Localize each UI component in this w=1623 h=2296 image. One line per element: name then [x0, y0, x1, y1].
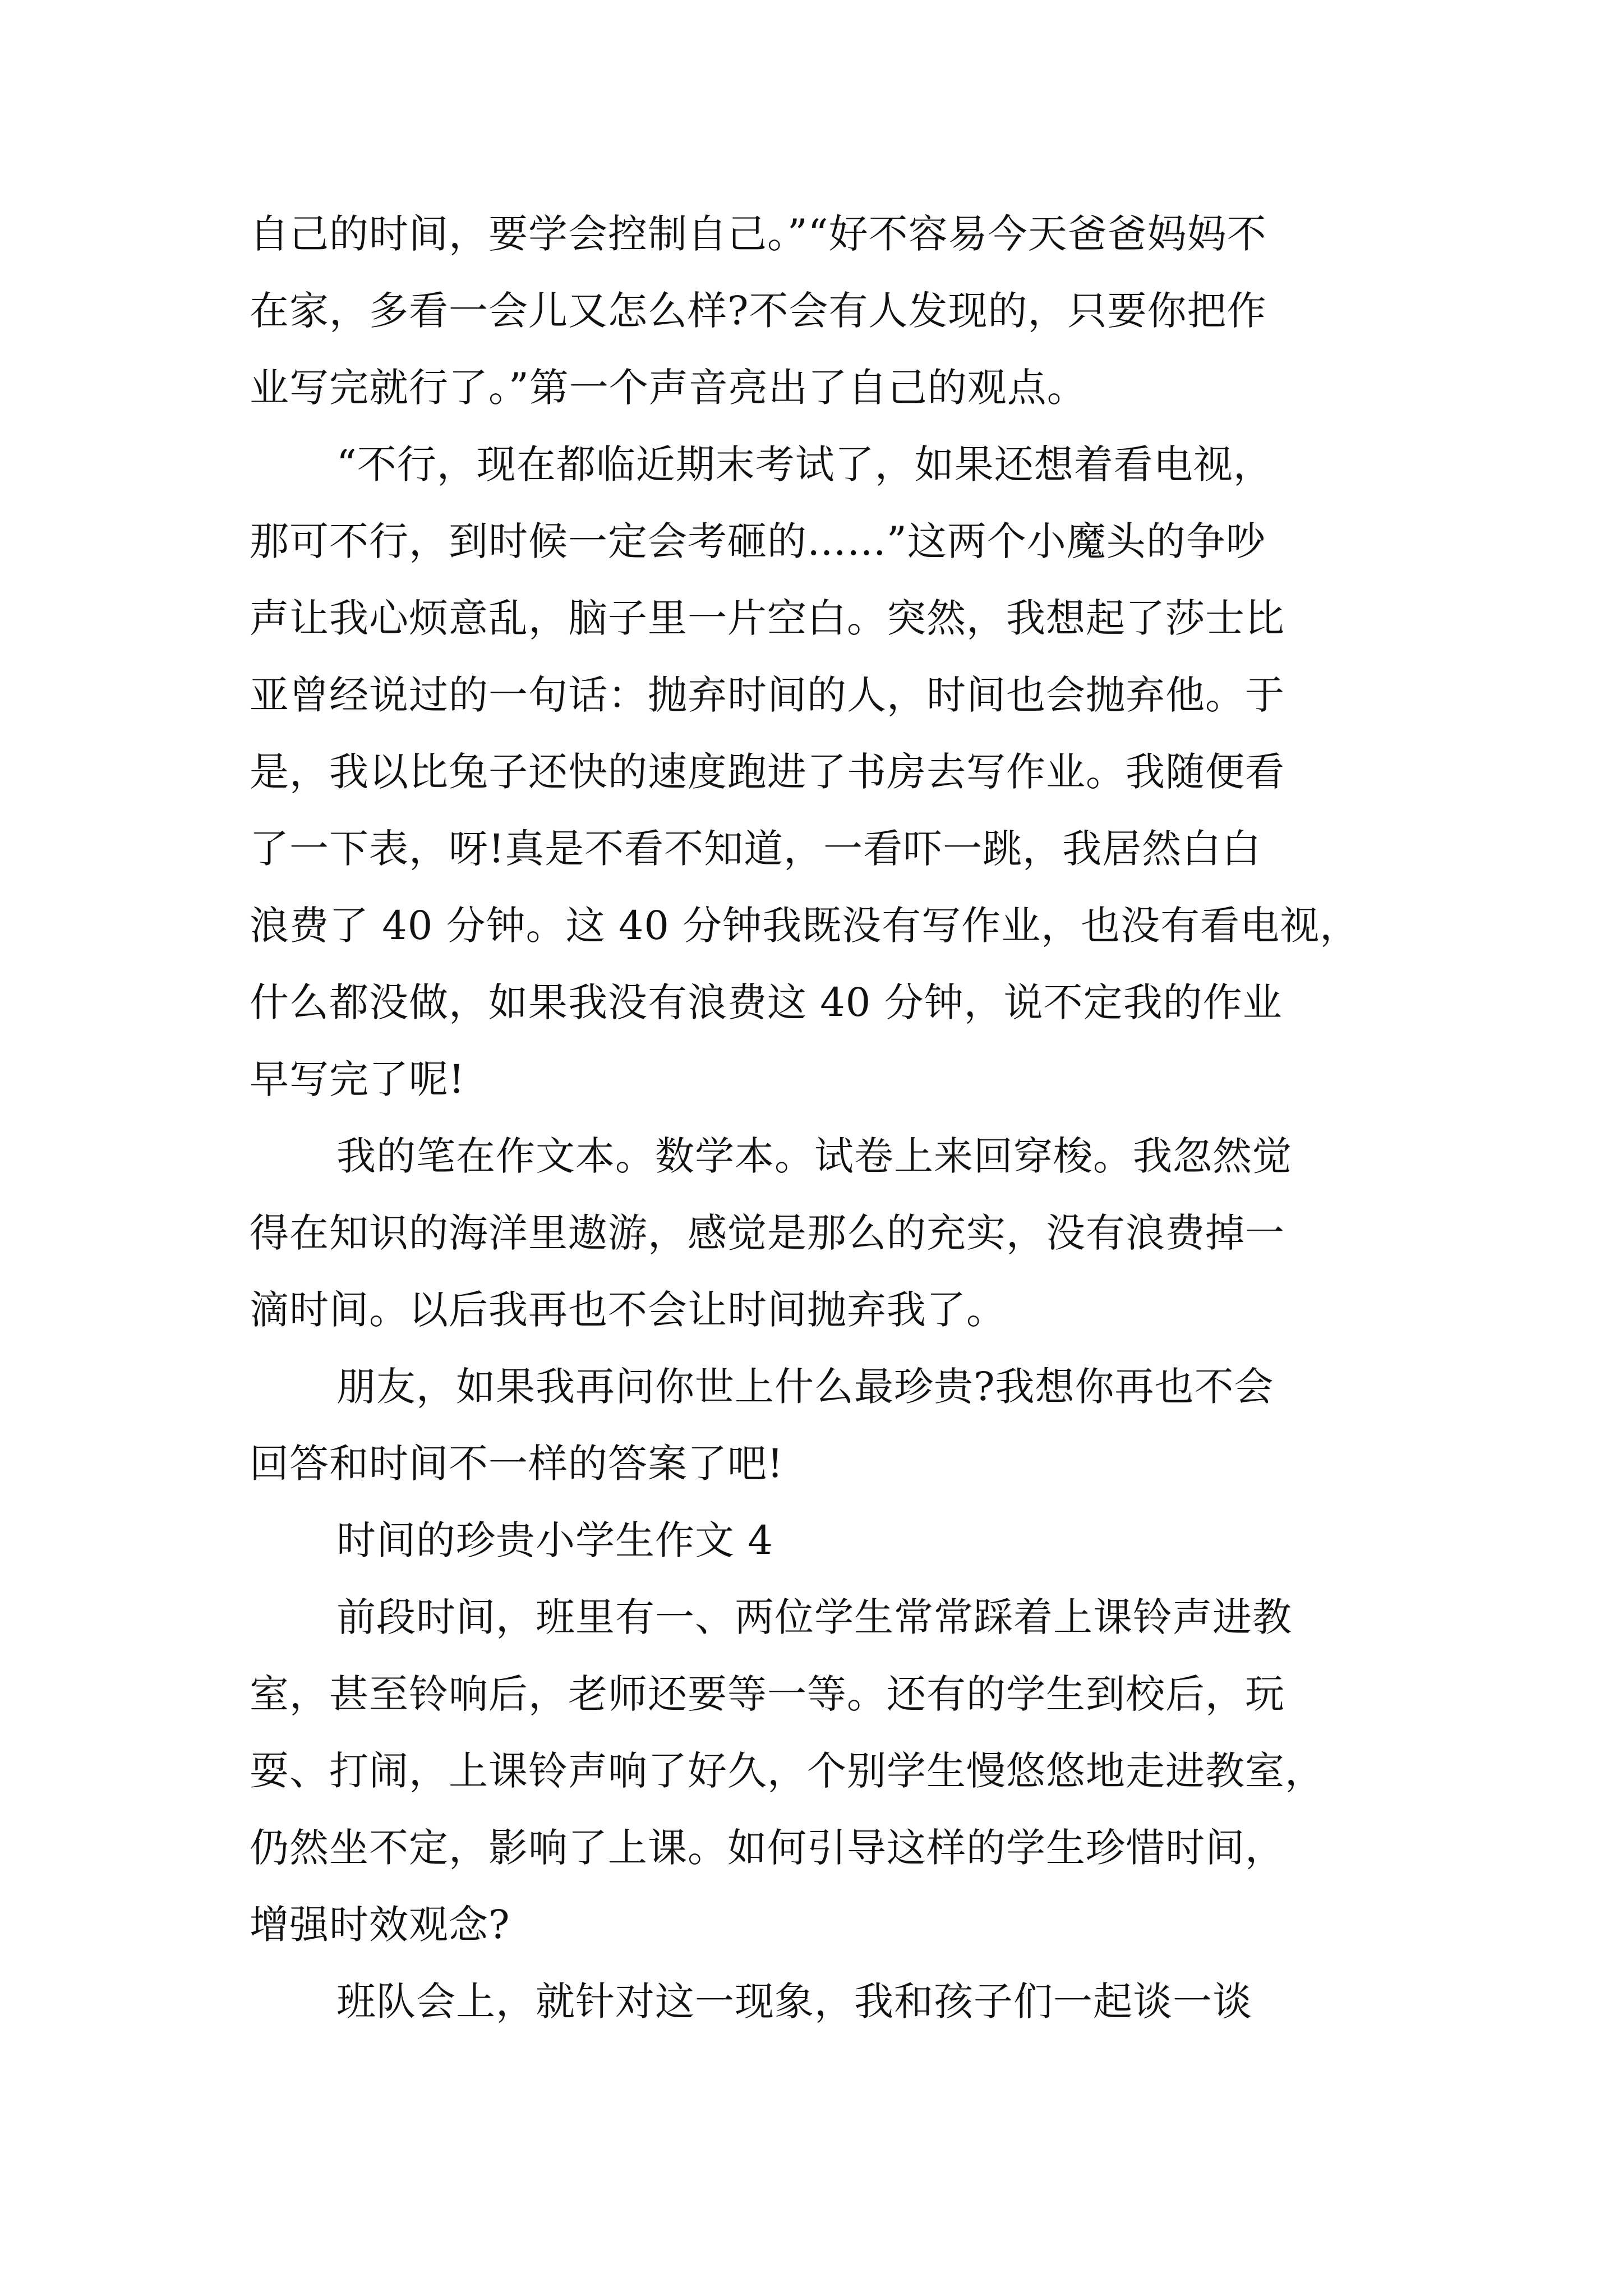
text-line: 亚曾经说过的一句话：抛弃时间的人，时间也会抛弃他。于: [250, 672, 1285, 718]
text-line: 在家，多看一会儿又怎么样?不会有人发现的，只要你把作: [250, 288, 1267, 334]
text-line: 声让我心烦意乱，脑子里一片空白。突然，我想起了莎士比: [250, 595, 1285, 641]
text-line: 朋友，如果我再问你世上什么最珍贵?我想你再也不会: [336, 1364, 1274, 1410]
text-line: 回答和时间不一样的答案了吧!: [250, 1441, 784, 1487]
text-line: 了一下表，呀!真是不看不知道，一看吓一跳，我居然白白: [250, 826, 1262, 872]
text-line: 室，甚至铃响后，老师还要等一等。还有的学生到校后，玩: [250, 1671, 1285, 1717]
text-line: 那可不行，到时候一定会考砸的……”这两个小魔头的争吵: [250, 518, 1266, 564]
text-line: 班队会上，就针对这一现象，我和孩子们一起谈一谈: [336, 1978, 1252, 2024]
text-line: 浪费了 40 分钟。这 40 分钟我既没有写作业，也没有看电视，: [250, 903, 1360, 949]
text-line: 自己的时间，要学会控制自己。”“好不容易今天爸爸妈妈不: [250, 211, 1267, 257]
text-line: 耍、打闹，上课铃声响了好久，个别学生慢悠悠地走进教室，: [250, 1748, 1325, 1794]
text-line: 前段时间，班里有一、两位学生常常踩着上课铃声进教: [336, 1594, 1292, 1640]
section-heading: 时间的珍贵小学生作文 4: [336, 1517, 773, 1563]
text-line: 增强时效观念?: [250, 1902, 510, 1948]
text-line: 早写完了呢!: [250, 1056, 465, 1102]
text-line: 滴时间。以后我再也不会让时间抛弃我了。: [250, 1287, 1006, 1333]
text-line: “不行，现在都临近期末考试了，如果还想着看电视，: [336, 441, 1273, 487]
text-line: 得在知识的海洋里遨游，感觉是那么的充实，没有浪费掉一: [250, 1210, 1285, 1256]
text-line: 仍然坐不定，影响了上课。如何引导这样的学生珍惜时间，: [250, 1825, 1285, 1871]
text-line: 业写完就行了。”第一个声音亮出了自己的观点。: [250, 365, 1087, 411]
text-line: 我的笔在作文本。数学本。试卷上来回穿梭。我忽然觉: [336, 1133, 1292, 1179]
text-line: 是，我以比兔子还快的速度跑进了书房去写作业。我随便看: [250, 749, 1285, 795]
text-line: 什么都没做，如果我没有浪费这 40 分钟，说不定我的作业: [250, 979, 1283, 1025]
